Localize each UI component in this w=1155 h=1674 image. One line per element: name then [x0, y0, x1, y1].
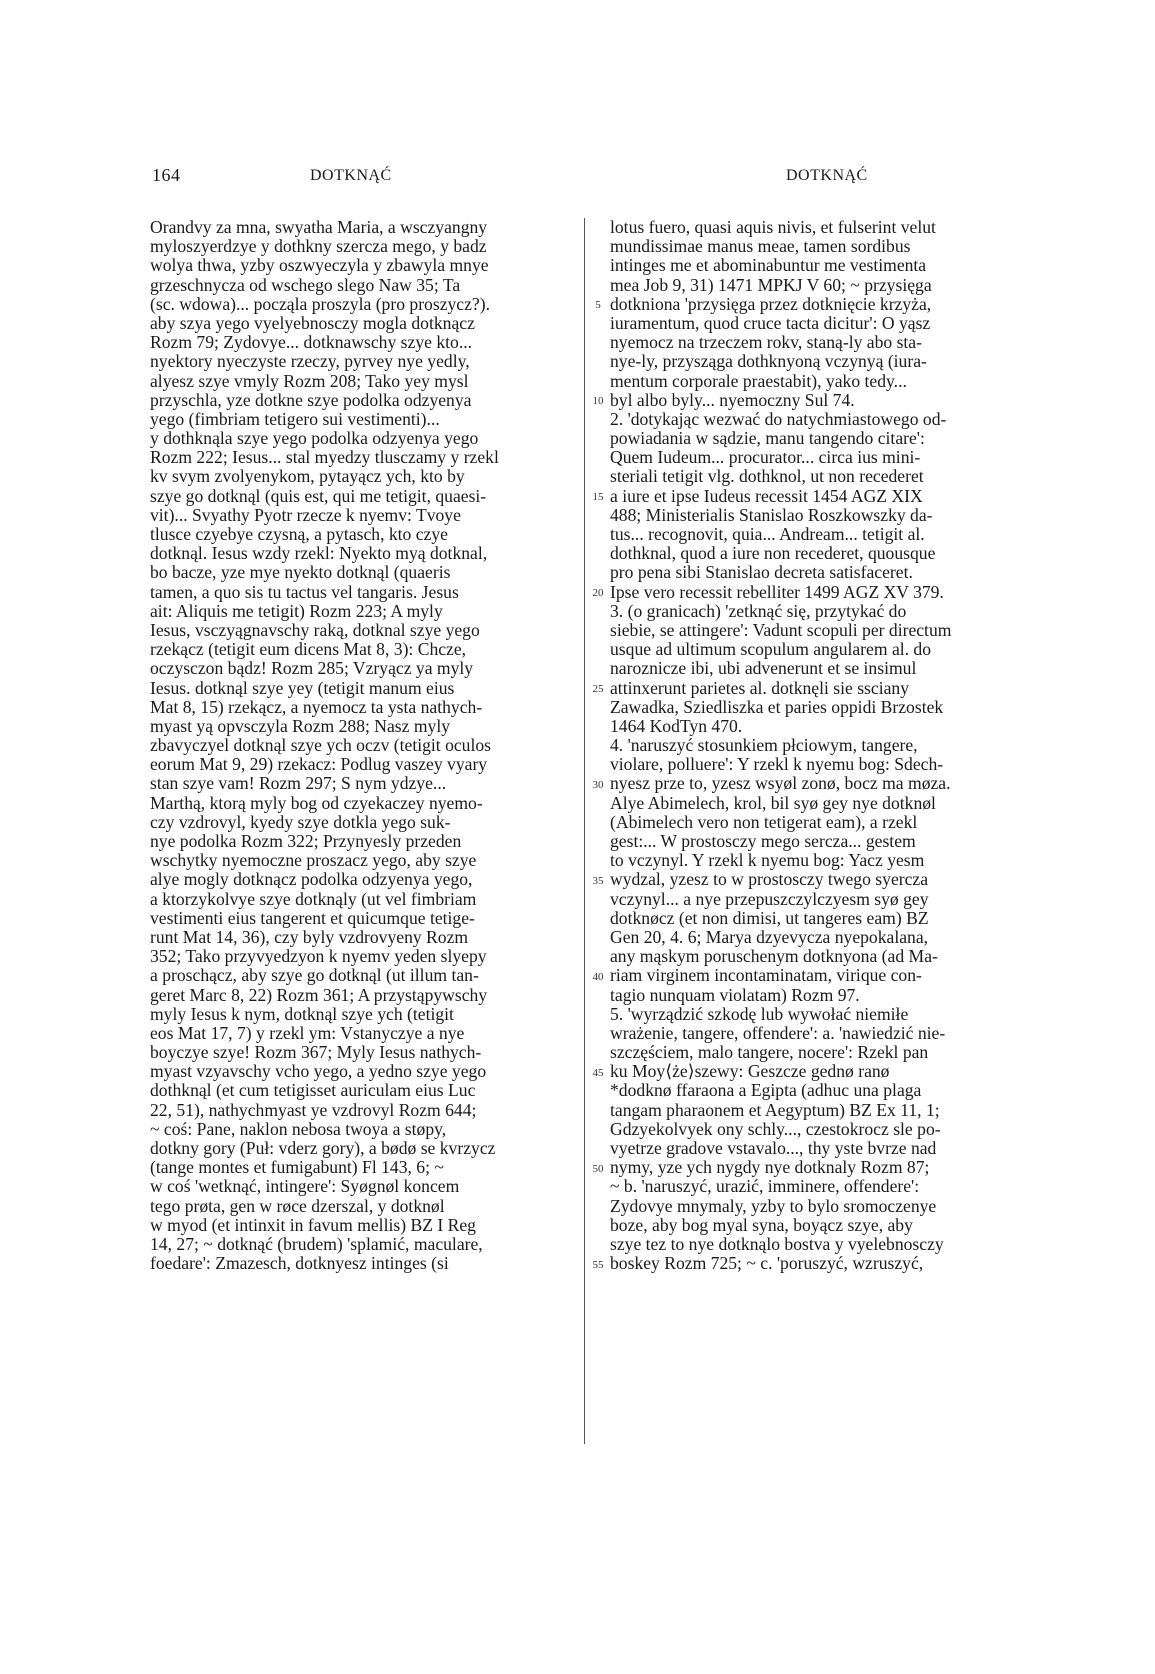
left-column-text-line: geret Marc 8, 22) Rozm 361; A przystąpywschy	[150, 984, 488, 1005]
line-number: 50	[592, 1162, 604, 1175]
line-number: 15	[592, 490, 604, 503]
left-column-text-line: nyektory nyeczyste rzeczy, pyrvey nye yedly,	[150, 351, 470, 372]
right-column-text-line: wrażenie, tangere, offendere': a. 'nawiedzić nie-	[610, 1022, 946, 1043]
left-running-headword: DOTKNĄĆ	[310, 167, 392, 184]
right-column-text-line: (Abimelech vero non tetigerat eam), a rzekl	[610, 811, 918, 832]
left-column-text-line: runt Mat 14, 36), czy byly vzdrovyeny Rozm	[150, 926, 469, 947]
left-column-text-line: (tange montes et fumigabunt) Fl 143, 6; ~	[150, 1157, 444, 1178]
right-column-text-line: dothknal, quod a iure non recederet, quousque	[610, 543, 936, 564]
right-column-text-line: dotknøcz (et non dimisi, ut tangeres eam) BZ	[610, 907, 929, 928]
right-running-headword: DOTKNĄĆ	[786, 167, 868, 184]
left-column-text-line: (sc. wdowa)... począla proszyla (pro proszycz?).	[150, 293, 490, 314]
left-column-text-line: a ktorzykolvye szye dotknąly (ut vel fimbriam	[150, 888, 477, 909]
left-column-text-line: yego (fimbriam tetigero sui vestimenti)...	[150, 408, 440, 429]
right-column-text-line: Alye Abimelech, krol, bil syø gey nye dotknøl	[610, 792, 936, 813]
right-column-text-line: nye-ly, przysząga dothknyoną vczynyą (iura-	[610, 351, 927, 372]
line-number: 20	[592, 586, 604, 599]
right-column-text-line: 4. 'naruszyć stosunkiem płciowym, tangere,	[610, 735, 918, 756]
right-column-text-line: mundissimae manus meae, tamen sordibus	[610, 236, 911, 257]
left-column-text-line: czy vzdrovyl, kyedy szye dotkla yego suk-	[150, 811, 451, 832]
left-column-text-line: wolya thwa, yzby oszwyeczyla y zbawyla mnye	[150, 255, 489, 276]
line-number: 25	[592, 682, 604, 695]
right-column-text-line: attinxerunt parietes al. dotknęli sie ssciany	[610, 677, 910, 698]
right-text-column	[610, 218, 1034, 1273]
right-column-text-line: 3. (o granicach) 'zetknąć się, przytykać do	[610, 600, 907, 621]
right-column-text-line: violare, polluere': Y rzekl k nyemu bog: Sdech-	[610, 754, 944, 775]
right-column-text-line: mentum corporale praestabit), yako tedy...	[610, 370, 907, 391]
left-column-text-line: tlusce czyebye czysną, a pytasch, kto czye	[150, 524, 448, 544]
right-column-text-line: a iure et ipse Iudeus recessit 1454 AGZ XIX	[610, 485, 923, 506]
left-column-text-line: bo bacze, yze mye nyekto dotknąl (quaeris	[150, 562, 451, 583]
left-column-text-line: y dothknąla szye yego podolka odzyenya yego	[150, 428, 479, 449]
right-column-text-line: tangam pharaonem et Aegyptum) BZ Ex 11, 1;	[610, 1099, 940, 1120]
right-column-text-line: boze, aby bog myal syna, boyącz szye, aby	[610, 1214, 913, 1235]
left-column-text-line: myast yą opvsczyla Rozm 288; Nasz myly	[150, 715, 451, 736]
left-column-text-line: 352; Tako przyvyedzyon k nyemv yeden slyepy	[150, 946, 487, 967]
left-column-text-line: dotkny gory (Puł: vderz gory), a bødø se kvrzycz	[150, 1138, 496, 1158]
right-column-text-line: wydzal, yzesz to w prostosczy twego syercza	[610, 869, 929, 890]
right-column-text-line: vyetrze gradove vstavalo..., thy yste bvrze nad	[610, 1138, 937, 1158]
right-column-text-line: Zydovye mnymaly, yzby to bylo sromoczenye	[610, 1195, 937, 1216]
right-column-text-line: szczęściem, malo tangere, nocere': Rzekl pan	[610, 1042, 929, 1063]
right-column-text-line: vczynyl... a nye przepuszczylczyesm syø gey	[610, 888, 929, 909]
left-column-text-line: a proschącz, aby szye go dotknąl (ut illum tan-	[150, 965, 479, 986]
right-column-text-line: naroznicze ibi, ubi advenerunt et se insimul	[610, 658, 917, 679]
left-column-text-line: Mat 8, 15) rzekącz, a nyemocz ta ysta nathych-	[150, 696, 483, 717]
left-column-text-line: Iesus. dotknąl szye yey (tetigit manum eius	[150, 677, 455, 698]
right-column-text-line: 2. 'dotykając wezwać do natychmiastowego od-	[610, 408, 947, 429]
line-number: 10	[592, 394, 604, 407]
right-column-text-line: usque ad ultimum scopulum angularem al. do	[610, 639, 932, 660]
line-number: 55	[592, 1258, 604, 1271]
left-column-text-line: stan szye vam! Rozm 297; S nym ydzye...	[150, 773, 447, 794]
right-column-text-line: Zawadka, Sziedliszka et paries oppidi Brzostek	[610, 696, 944, 717]
right-column-text-line: *dodknø ffaraona a Egipta (adhuc una plaga	[610, 1080, 922, 1101]
right-column-text-line: nyesz prze to, yzesz wsyøl zonø, bocz ma møza.	[610, 773, 951, 794]
left-column-text-line: w myod (et intinxit in favum mellis) BZ I Reg	[150, 1214, 476, 1235]
left-column-text-line: eorum Mat 9, 29) rzekacz: Podlug vaszey vyary	[150, 754, 488, 775]
left-column-text-line: Marthą, ktorą myly bog od czyekaczey nyemo-	[150, 792, 483, 813]
left-column-text-line: w coś 'wetknąć, intingere': Syøgnøl koncem	[150, 1176, 460, 1197]
line-number: 40	[592, 970, 604, 983]
right-column-text-line: mea Job 9, 31) 1471 MPKJ V 60; ~ przysięga	[610, 274, 932, 295]
right-column-text-line: byl albo byly... nyemoczny Sul 74.	[610, 389, 855, 410]
right-column-text-line: intinges me et abominabuntur me vestimenta	[610, 255, 927, 276]
right-column-text-line: powiadania w sądzie, manu tangendo citare':	[610, 428, 925, 449]
left-column-text-line: tamen, a quo sis tu tactus vel tangaris. Jesus	[150, 581, 459, 602]
running-header	[0, 165, 1155, 189]
line-number: 35	[592, 874, 604, 887]
line-number: 5	[595, 298, 601, 311]
left-column-text-line: ~ coś: Pane, naklon nebosa twoya a støpy,	[150, 1118, 447, 1139]
right-column-text-line: siebie, se attingere': Vadunt scopuli per directum	[610, 619, 952, 640]
right-column-text-line: nyemocz na trzeczem rokv, staną-ly abo sta-	[610, 332, 922, 353]
right-column-text-line: tus... recognovit, quia... Andream... tetigit al.	[610, 524, 925, 544]
left-column-text-line: myloszyerdzye y dothkny szercza mego, y badz	[150, 236, 487, 257]
right-column-text-line: Ipse vero recessit rebelliter 1499 AGZ XV 379.	[610, 581, 944, 602]
left-text-column	[150, 218, 574, 1273]
left-column-text-line: foedare': Zmazesch, dotknyesz intinges (si	[150, 1253, 449, 1274]
right-column-text-line: Quem Iudeum... procurator... circa ius mini-	[610, 447, 921, 468]
right-column-text-line: lotus fuero, quasi aquis nivis, et fulserint velut	[610, 217, 936, 237]
right-column-text-line: gest:... W prostosczy mego sercza... gestem	[610, 831, 916, 851]
right-column-text-line: pro pena sibi Stanislao decreta satisfaceret.	[610, 562, 913, 583]
left-column-text-line: 14, 27; ~ dotknąć (brudem) 'splamić, maculare,	[150, 1233, 483, 1254]
page-number: 164	[152, 165, 181, 185]
left-column-text-line: Orandvy za mna, swyatha Maria, a wsczyangny	[150, 217, 488, 237]
line-number: 45	[592, 1066, 604, 1079]
right-column-text-line: ~ b. 'naruszyć, urazić, imminere, offendere':	[610, 1176, 920, 1197]
left-column-text-line: dotknąl. Iesus wzdy rzekl: Nyekto myą dotknal,	[150, 543, 488, 564]
right-column-text-line: to vczynyl. Y rzekl k nyemu bog: Yacz yesm	[610, 850, 925, 871]
left-column-text-line: 22, 51), nathychmyast ye vzdrovyl Rozm 644;	[150, 1099, 477, 1120]
left-column-text-line: vestimenti eius tangerent et quicumque tetige-	[150, 907, 475, 928]
left-column-text-line: alye mogly dotknącz podolka odzyenya yego,	[150, 869, 473, 890]
right-column-text-line: riam virginem incontaminatam, virique con-	[610, 965, 922, 986]
right-column-text-line: boskey Rozm 725; ~ c. 'poruszyć, wzruszyć,	[610, 1253, 924, 1274]
right-column-text-line: any mąskym poruschenym dotknyona (ad Ma-	[610, 946, 938, 967]
left-column-text-line: myast vzyavschy vcho yego, a yedno szye yego	[150, 1061, 487, 1082]
right-column-text-line: tagio nunquam violatam) Rozm 97.	[610, 984, 860, 1005]
right-column-text-line: szye tez to nye dotknąlo bostva y vyelebnosczy	[610, 1233, 944, 1254]
right-column-text-line: nymy, yze ych nygdy nye dotknaly Rozm 87;	[610, 1157, 930, 1178]
left-column-text-line: grzeschnycza od wschego slego Naw 35; Ta	[150, 274, 461, 295]
right-column-text-line: Gen 20, 4. 6; Marya dzyevycza nyepokalana,	[610, 926, 929, 947]
left-column-text-line: szye go dotknąl (quis est, qui me tetigit, quaesi-	[150, 485, 487, 506]
left-column-text-line: przyschla, yze dotkne szye podolka odzyenya	[150, 389, 472, 410]
right-column-text-line: iuramentum, quod cruce tacta dicitur': O yąsz	[610, 312, 931, 333]
right-column-text-line: ku Moy⟨że⟩szewy: Geszcze gednø ranø	[610, 1061, 890, 1082]
left-column-text-line: ait: Aliquis me tetigit) Rozm 223; A myly	[150, 600, 443, 621]
right-column-text-line: Gdzyekolvyek ony schly..., czestokrocz sle po-	[610, 1118, 941, 1139]
left-column-text-line: tego prøta, gen w røce dzerszal, y dotknøl	[150, 1195, 445, 1216]
left-column-text-line: kv svym zvolyenykom, pytayącz ych, kto by	[150, 466, 465, 487]
left-column-text-line: zbavyczyel dotknąl szye ych oczv (tetigit oculos	[150, 735, 491, 756]
left-column-text-line: rzekącz (tetigit eum dicens Mat 8, 3): Chcze,	[150, 639, 467, 660]
left-column-text-line: oczysczon bądz! Rozm 285; Vzryącz ya myly	[150, 658, 474, 679]
left-column-text-line: aby szya yego vyelyebnosczy mogla dotknącz	[150, 312, 475, 333]
left-column-text-line: boyczye szye! Rozm 367; Myly Iesus nathych-	[150, 1042, 482, 1063]
right-column-text-line: dotkniona 'przysięga przez dotknięcie krzyża,	[610, 293, 932, 314]
line-number: 30	[592, 778, 604, 791]
left-column-text-line: wschytky nyemoczne proszacz yego, aby szye	[150, 850, 477, 871]
left-column-text-line: myly Iesus k nym, dotknąl szye ych (tetigit	[150, 1003, 454, 1024]
left-column-text-line: alyesz szye vmyly Rozm 208; Tako yey mysl	[150, 370, 469, 391]
right-column-text-line: steriali tetigit vlg. dothknol, ut non recederet	[610, 466, 924, 487]
right-column-text-line: 488; Ministerialis Stanislao Roszkowszky da-	[610, 504, 933, 525]
left-column-text-line: vit)... Svyathy Pyotr rzecze k nyemv: Tvoye	[150, 504, 461, 525]
left-column-text-line: Rozm 222; Iesus... stal myedzy tlusczamy y rzekl	[150, 447, 499, 468]
left-column-text-line: Iesus, vsczyągnavschy raką, dotknal szye yego	[150, 619, 480, 640]
left-column-text-line: Rozm 79; Zydovye... dotknawschy szye kto...	[150, 332, 473, 353]
column-divider-rule	[584, 218, 585, 1444]
right-column-text-line: 1464 KodTyn 470.	[610, 715, 743, 736]
left-column-text-line: eos Mat 17, 7) y rzekl ym: Vstanyczye a nye	[150, 1022, 465, 1043]
left-column-text-line: dothknąl (et cum tetigisset auriculam eius Luc	[150, 1080, 476, 1101]
left-column-text-line: nye podolka Rozm 322; Przynyesly przeden	[150, 831, 462, 851]
right-column-text-line: 5. 'wyrządzić szkodę lub wywołać niemiłe	[610, 1003, 909, 1024]
